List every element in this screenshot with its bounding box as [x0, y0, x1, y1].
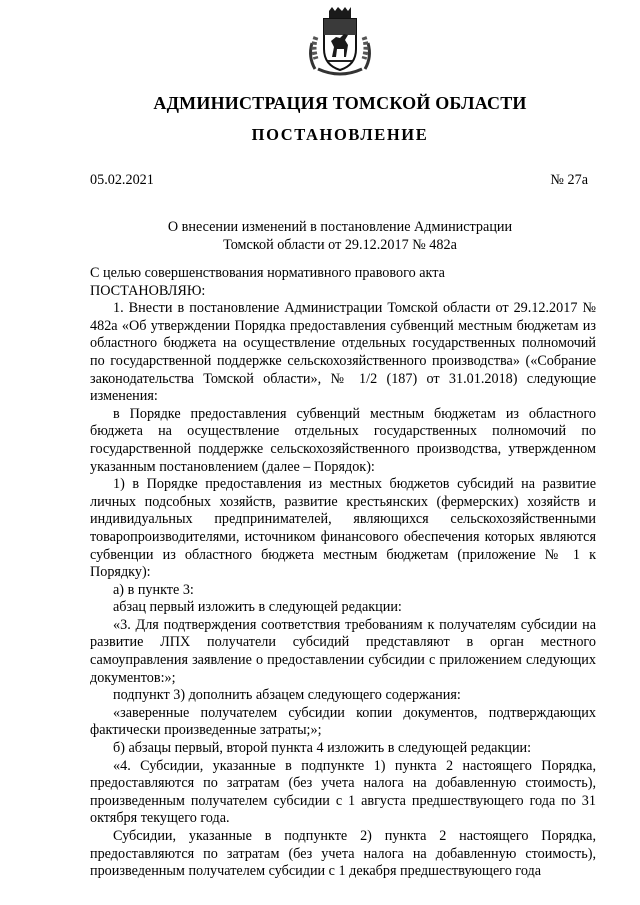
subject-line: Томской области от 29.12.2017 № 482а — [223, 237, 457, 253]
document-number: № 27а — [550, 172, 588, 188]
organization-title: АДМИНИСТРАЦИЯ ТОМСКОЙ ОБЛАСТИ — [153, 93, 527, 113]
body-paragraph: а) в пункте 3: — [113, 581, 194, 598]
body-paragraph: «4. Субсидии, указанные в подпункте 1) пункта 2 настоящего Порядка, предоставляются по затратам (без учета налога на добавленную стоимость), произведенным получателем субсидии с 1 августа предшествующего года по 31 октября текущего года. — [90, 757, 596, 827]
subject-line: О внесении изменений в постановление Администрации — [167, 219, 513, 235]
body-paragraph: ПОСТАНОВЛЯЮ: — [90, 282, 206, 299]
body-paragraph: «заверенные получателем субсидии копии документов, подтверждающих фактически произведенные затраты;»; — [90, 704, 596, 739]
body-paragraph: «3. Для подтверждения соответствия требованиям к получателям субсидии на развитие ЛПХ получатели субсидий представляют в орган местного самоуправления заявление о предоставлении субсидии с приложением следующих документов:»; — [90, 616, 596, 686]
body-paragraph: б) абзацы первый, второй пункта 4 изложить в следующей редакции: — [113, 740, 532, 757]
document-subject — [0, 218, 640, 254]
body-paragraph: 1. Внести в постановление Администрации Томской области от 29.12.2017 № 482а «Об утверждении Порядка предоставления субвенций местным бюджетам из областного бюджета на осуществление отдельных государственных полномочий по государственной поддержке сельскохозяйственного производства» («Собрание законодательства Томской области», № 1/2 (187) от 31.01.2018) следующие изменения: — [90, 300, 596, 405]
document-body — [90, 265, 596, 881]
body-paragraph: абзац первый изложить в следующей редакции: — [113, 599, 402, 616]
body-paragraph: С целью совершенствования нормативного правового акта — [90, 265, 445, 281]
body-paragraph: подпункт 3) дополнить абзацем следующего содержания: — [113, 687, 461, 704]
document-type-title: ПОСТАНОВЛЕНИЕ — [251, 125, 429, 144]
body-paragraph: Субсидии, указанные в подпункте 2) пункта 2 настоящего Порядка, предоставляются по затратам (без учета налога на добавленную стоимость), произведенным получателем субсидии с 1 декабря предшествующего года — [90, 828, 596, 880]
document-date: 05.02.2021 — [90, 172, 154, 188]
body-paragraph: 1) в Порядке предоставления из местных бюджетов субсидий на развитие личных подсобных хозяйств, развитие крестьянских (фермерских) хозяйств и индивидуальных предпринимателей, являющихся сельскохозяйственными товаропроизводителями, источником финансового обеспечения которых являются субвенции из областного бюджета местным бюджетам (приложение № 1 к Порядку): — [90, 476, 596, 581]
body-paragraph: в Порядке предоставления субвенций местным бюджетам из областного бюджета на осуществление отдельных государственных полномочий по государственной поддержке сельскохозяйственного производства, утвержденном указанным постановлением (далее – Порядок): — [90, 405, 596, 475]
tomsk-region-coat-of-arms-icon — [304, 7, 376, 79]
